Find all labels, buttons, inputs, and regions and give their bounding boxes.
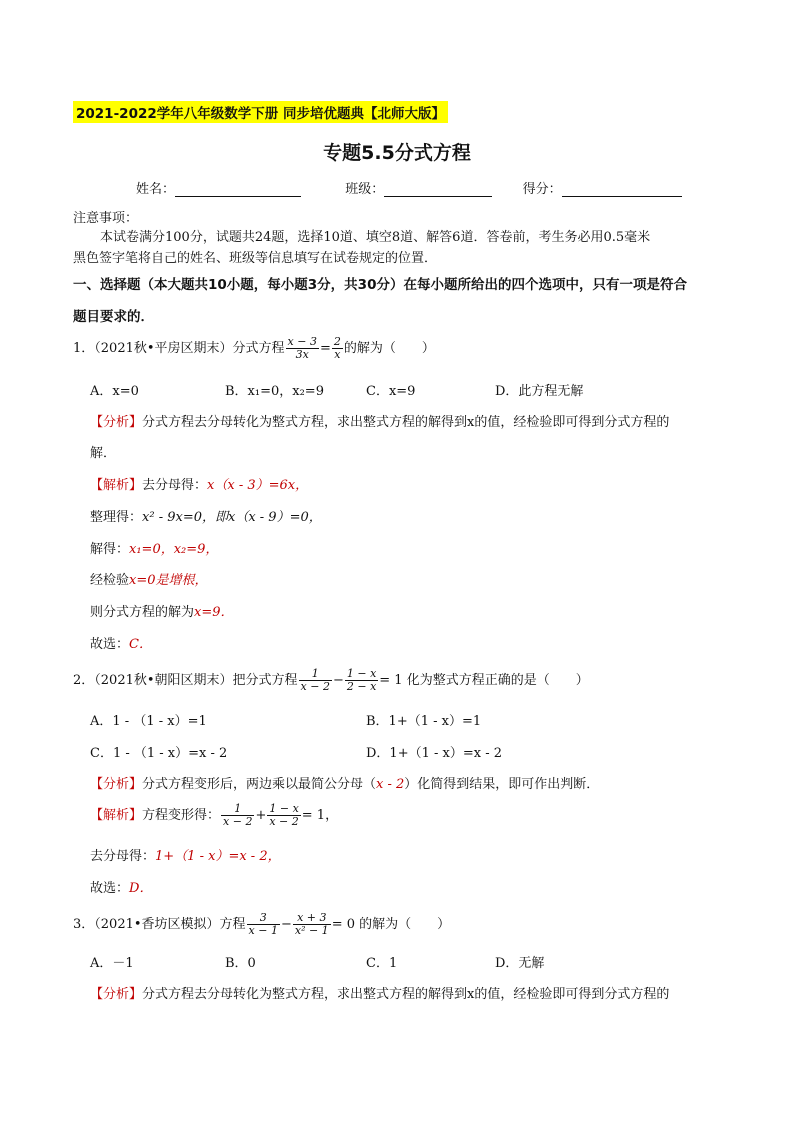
q1-prefix: 1．（2021秋•平房区期末）分式方程 (73, 341, 285, 356)
q2-option-d[interactable]: D．1+（1 - x）=x - 2 (366, 746, 502, 761)
q1-analysis (90, 411, 669, 430)
q2-solution-step-2: 去分母得：1+（1 - x）=x - 2， (90, 849, 281, 864)
q3-fraction-1: $\frac{3}{x - 1}$ (248, 911, 278, 937)
name-field[interactable] (175, 182, 301, 197)
q1-suffix: 的解为（ ） (343, 341, 435, 356)
q2-analysis-tag: 【分析】 (90, 777, 143, 792)
q3-stem: 3．（2021•香坊区模拟）方程 $\frac{3}{x - 1}$ − $\frac{x + 3}{\text{x² − 1}}$ = 0 的解为（ ） (73, 911, 451, 937)
page-title: 专题5.5分式方程 (323, 142, 471, 164)
q2-answer: 故选：D． (90, 881, 153, 896)
q3-prefix: 3．（2021•香坊区模拟）方程 (73, 917, 246, 932)
q1-solution-step-5: 则分式方程的解为x=9． (90, 605, 234, 620)
q1-solution-step-1: 【解析】去分母得：x（x - 3）=6x， (90, 478, 309, 493)
q3-option-a[interactable]: A．－1 (90, 956, 134, 971)
q2-analysis: 【分析】分式方程变形后，两边乘以最简公分母（x - 2）化简得到结果，即可作出判断． (90, 777, 600, 792)
q2-option-a[interactable]: A．1 - （1 - x）=1 (90, 714, 207, 729)
q1-option-b[interactable]: B．x₁=0，x₂=9 (225, 384, 324, 399)
q2-prefix: 2．（2021秋•朝阳区期末）把分式方程 (73, 673, 298, 688)
q1-option-d[interactable]: D．此方程无解 (495, 384, 584, 399)
q1-fraction-1: $\frac{x - 3}{3x}$ (287, 335, 317, 361)
q2-option-b[interactable]: B．1+（1 - x）=1 (366, 714, 482, 729)
q1-analysis-tag: 【分析】 (90, 415, 143, 430)
q1-option-a[interactable]: A．x=0 (90, 384, 139, 399)
class-label: 班级： (345, 182, 385, 197)
q2-option-c[interactable]: C．1 - （1 - x）=x - 2 (90, 746, 228, 761)
info-row (136, 178, 682, 197)
q1-solution-step-4: 经检验x=0是增根， (90, 573, 208, 588)
q2-suffix: = 1 化为整式方程正确的是（ ） (379, 673, 589, 688)
q1-analysis-line-2: 解． (90, 446, 117, 461)
q2-solution-step-1: 【解析】方程变形得： $\frac{1}{x - 2}$ + $\frac{1 - x}{x - 2}$ = 1， (90, 802, 339, 828)
q2-solution-tag: 【解析】 (90, 808, 143, 823)
q1-equals: = (319, 341, 331, 356)
q3-analysis: 【分析】分式方程去分母转化为整式方程，求出整式方程的解得到x的值，经检验即可得到分式方程的 (90, 987, 670, 1002)
class-field[interactable] (384, 182, 492, 197)
q3-analysis-tag: 【分析】 (90, 987, 143, 1002)
q2-solution-fraction-2: $\frac{1 - x}{x - 2}$ (269, 802, 299, 828)
q1-fraction-2: $\frac{2}{x}$ (333, 335, 341, 361)
q2-fraction-2: $\frac{1 - x}{2 - x}$ (346, 667, 377, 693)
q2-fraction-1: $\frac{1}{x - 2}$ (300, 667, 330, 693)
notes-line-1: 本试卷满分100分，试题共24题，选择10道、填空8道、解答6道．答卷前，考生务必用0.5毫米 (100, 230, 651, 245)
q3-option-b[interactable]: B．0 (225, 956, 256, 971)
notes-heading: 注意事项： (73, 211, 139, 226)
name-label: 姓名： (136, 182, 176, 197)
q3-option-c[interactable]: C．1 (366, 956, 398, 971)
section-heading-2: 题目要求的． (73, 309, 154, 325)
q2-solution-fraction-1: $\frac{1}{x - 2}$ (223, 802, 253, 828)
score-field[interactable] (562, 182, 682, 197)
q3-fraction-2: $\frac{x + 3}{\text{x² − 1}}$ (294, 911, 329, 937)
q1-stem (73, 336, 435, 361)
q1-solution-step-2: 整理得：x² - 9x=0，即x（x - 9）=0， (90, 510, 322, 525)
section-heading-1: 一、选择题（本大题共10小题，每小题3分，共30分）在每小题所给出的四个选项中，只有一项是符合 (73, 277, 687, 293)
q1-analysis-text: 分式方程去分母转化为整式方程，求出整式方程的解得到x的值，经检验即可得到分式方程的 (142, 415, 670, 430)
q1-solution-step-3: 解得：x₁=0，x₂=9， (90, 542, 219, 557)
q1-option-c[interactable]: C．x=9 (366, 384, 416, 399)
q2-stem: 2．（2021秋•朝阳区期末）把分式方程 $\frac{1}{x - 2}$ − $\frac{1 - x}{2 - x}$ = 1 化为整式方程正确的是（ ） (73, 667, 589, 693)
header-tag: 2021-2022学年八年级数学下册 同步培优题典【北师大版】 (73, 101, 448, 123)
notes-line-2: 黑色签字笔将自己的姓名、班级等信息填写在试卷规定的位置． (73, 251, 438, 266)
q3-suffix: = 0 的解为（ ） (331, 917, 451, 932)
q1-answer: 故选：C． (90, 637, 152, 652)
score-label: 得分： (522, 182, 562, 197)
q1-solution-tag: 【解析】 (90, 478, 143, 493)
q3-option-d[interactable]: D．无解 (495, 956, 545, 971)
